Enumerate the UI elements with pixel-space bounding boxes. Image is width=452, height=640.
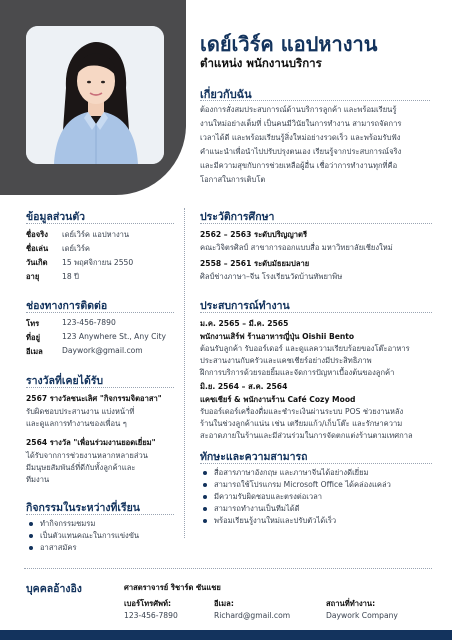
- awards-divider: [26, 387, 174, 388]
- education-heading: ประวัติการศึกษา: [200, 211, 275, 223]
- header: [0, 0, 452, 195]
- award-line: และดูแลการทำงานของเพื่อน ๆ: [26, 419, 127, 428]
- education-detail: ศิลป์ช่างภาษา–จีน โรงเรียนวัดบ้านทัพยาพิษ: [200, 272, 343, 281]
- email-label: อีเมล: [26, 347, 43, 356]
- reference-workplace-value: Daywork Company: [326, 611, 398, 620]
- reference-name: ศาสตราจารย์ ริชาร์ด ซันแชย: [124, 583, 221, 592]
- reference-email-label: อีเมล:: [214, 599, 234, 608]
- experience-line: ร้านในช่วงลูกค้าแน่น เช่น เตรียมแก้ว/เก็บโต๊ะ และรักษาความ: [200, 419, 403, 428]
- experience-description: [200, 406, 434, 442]
- address-value: 123 Anywhere St., Any City: [62, 332, 166, 341]
- reference-email-value: Richard@gmail.com: [214, 611, 291, 620]
- reference-workplace-label: สถานที่ทำงาน:: [326, 599, 376, 608]
- list-item: พร้อมเรียนรู้งานใหม่และปรับตัวได้เร็ว: [200, 515, 391, 527]
- about-paragraph: [200, 103, 432, 187]
- experience-divider: [200, 312, 432, 313]
- list-item: อาสาสมัคร: [26, 542, 139, 554]
- reference-heading: บุคคลอ้างอิง: [26, 583, 82, 595]
- reference-phone-label: เบอร์โทรศัพท์:: [124, 599, 172, 608]
- personal-info-divider: [26, 223, 174, 224]
- column-divider: [184, 208, 185, 538]
- phone-label: โทร: [26, 319, 40, 328]
- experience-role: แคชเชียร์ & พนักงานร้าน Café Cozy Mood: [200, 395, 356, 404]
- list-item: สามารถใช้โปรแกรม Microsoft Office ได้คล่องแคล่ว: [200, 479, 391, 491]
- personal-info-heading: ข้อมูลส่วนตัว: [26, 211, 86, 223]
- age-value: 18 ปี: [62, 272, 79, 281]
- applied-position: ตำแหน่ง พนักงานบริการ: [200, 56, 322, 70]
- activities-divider: [26, 514, 174, 515]
- education-divider: [200, 223, 432, 224]
- experience-date: มิ.ย. 2564 – ส.ค. 2564: [200, 382, 288, 391]
- list-item: ทำกิจกรรมชมรม: [26, 518, 139, 530]
- profile-photo-illustration: [26, 26, 164, 164]
- award-title: 2567 รางวัลชนะเลิศ "กิจกรรมจิตอาสา": [26, 394, 162, 403]
- experience-line: ประสานงานกับครัวและแคชเชียร์อย่างมีประสิทธิภาพ: [200, 356, 372, 365]
- education-detail: คณะวิจิตรศิลป์ สาขาการออกแบบสื่อ มหาวิทยาลัยเชียงใหม่: [200, 243, 393, 252]
- about-line: คำแนะนำเพื่อนำไปปรับปรุงตนเอง เรียนรู้จากประสบการณ์จริง: [200, 147, 402, 156]
- first-name-value: เดย์เวิร์ค แอปหางาน: [62, 230, 130, 239]
- phone-value: 123-456-7890: [62, 318, 116, 327]
- nickname-label: ชื่อเล่น: [26, 244, 49, 253]
- applicant-name: เดย์เวิร์ค แอปหางาน: [200, 32, 378, 56]
- experience-line: รับออร์เดอร์เครื่องดื่มและชำระเงินผ่านระบบ POS ช่วยงานหลัง: [200, 407, 404, 416]
- award-line: ได้รับจากการช่วยงานหลากหลายส่วน: [26, 451, 148, 460]
- awards-heading: รางวัลที่เคยได้รับ: [26, 375, 104, 387]
- experience-description: [200, 343, 434, 379]
- activities-heading: กิจกรรมในระหว่างที่เรียน: [26, 502, 140, 514]
- award-line: มีมนุษยสัมพันธ์ที่ดีกับทั้งลูกค้าและ: [26, 463, 136, 472]
- email-value: Daywork@gmail.com: [62, 346, 143, 355]
- skills-list: [200, 467, 391, 527]
- contact-heading: ช่องทางการติดต่อ: [26, 300, 108, 312]
- experience-heading: ประสบการณ์ทำงาน: [200, 300, 290, 312]
- experience-line: ต้อนรับลูกค้า รับออร์เดอร์ และดูแลความเรียบร้อยของโต๊ะอาหาร: [200, 344, 410, 353]
- experience-date: ม.ค. 2565 – มี.ค. 2565: [200, 319, 289, 328]
- award-line: ทีมงาน: [26, 475, 50, 484]
- reference-divider: [24, 568, 432, 569]
- award-description: [26, 450, 176, 486]
- address-label: ที่อยู่: [26, 333, 41, 342]
- education-title: 2562 – 2563 ระดับปริญญาตรี: [200, 230, 308, 239]
- skills-heading: ทักษะและความสามารถ: [200, 451, 308, 463]
- about-line: ต้องการสั่งสมประสบการณ์ด้านบริการลูกค้า และพร้อมเรียนรู้: [200, 105, 397, 114]
- footer-bar: [0, 630, 452, 640]
- nickname-value: เดย์เวิร์ค: [62, 244, 90, 253]
- about-line: และมีความสุขกับการช่วยเหลือผู้อื่น เชื่อว่าการทำงานทุกที่คือ: [200, 161, 398, 170]
- award-line: รับผิดชอบประสานงาน แบ่งหน้าที่: [26, 407, 135, 416]
- reference-phone-value: 123-456-7890: [124, 611, 178, 620]
- activities-list: [26, 518, 139, 554]
- education-title: 2558 – 2561 ระดับมัธยมปลาย: [200, 259, 310, 268]
- list-item: มีความรับผิดชอบและตรงต่อเวลา: [200, 491, 391, 503]
- about-line: งานใหม่อย่างเต็มที่ เป็นคนมีวินัยในการทำงาน สามารถจัดการ: [200, 119, 402, 128]
- experience-role: พนักงานเสิร์ฟ ร้านอาหารญี่ปุ่น Oishii Bento: [200, 332, 355, 341]
- list-item: เป็นตัวแทนคณะในการแข่งขัน: [26, 530, 139, 542]
- first-name-label: ชื่อจริง: [26, 230, 48, 239]
- experience-line: สะอาดภายในร้านและมีส่วนร่วมในการจัดตกแต่งร้านตามเทศกาล: [200, 431, 413, 440]
- about-line: โอกาสในการเติบโต: [200, 175, 266, 184]
- list-item: สื่อสารภาษาอังกฤษ และภาษาจีนได้อย่างดีเยี่ยม: [200, 467, 391, 479]
- skills-divider: [200, 463, 432, 464]
- profile-photo: [26, 26, 164, 164]
- experience-line: ฝึกการบริการด้วยรอยยิ้มและจัดการปัญหาเบื้องต้นของลูกค้า: [200, 368, 395, 377]
- award-title: 2564 รางวัล "เพื่อนร่วมงานยอดเยี่ยม": [26, 438, 156, 447]
- award-description: [26, 406, 176, 430]
- about-line: เวลาได้ดี และพร้อมเรียนรู้สิ่งใหม่อย่างรวดเร็ว และพร้อมรับฟัง: [200, 133, 401, 142]
- about-divider: [200, 100, 430, 101]
- birthdate-value: 15 พฤศจิกายน 2550: [62, 258, 134, 267]
- birthdate-label: วันเกิด: [26, 258, 48, 267]
- about-heading: เกี่ยวกับฉัน: [200, 88, 252, 101]
- age-label: อายุ: [26, 272, 40, 281]
- list-item: สามารถทำงานเป็นทีมได้ดี: [200, 503, 391, 515]
- contact-divider: [26, 312, 174, 313]
